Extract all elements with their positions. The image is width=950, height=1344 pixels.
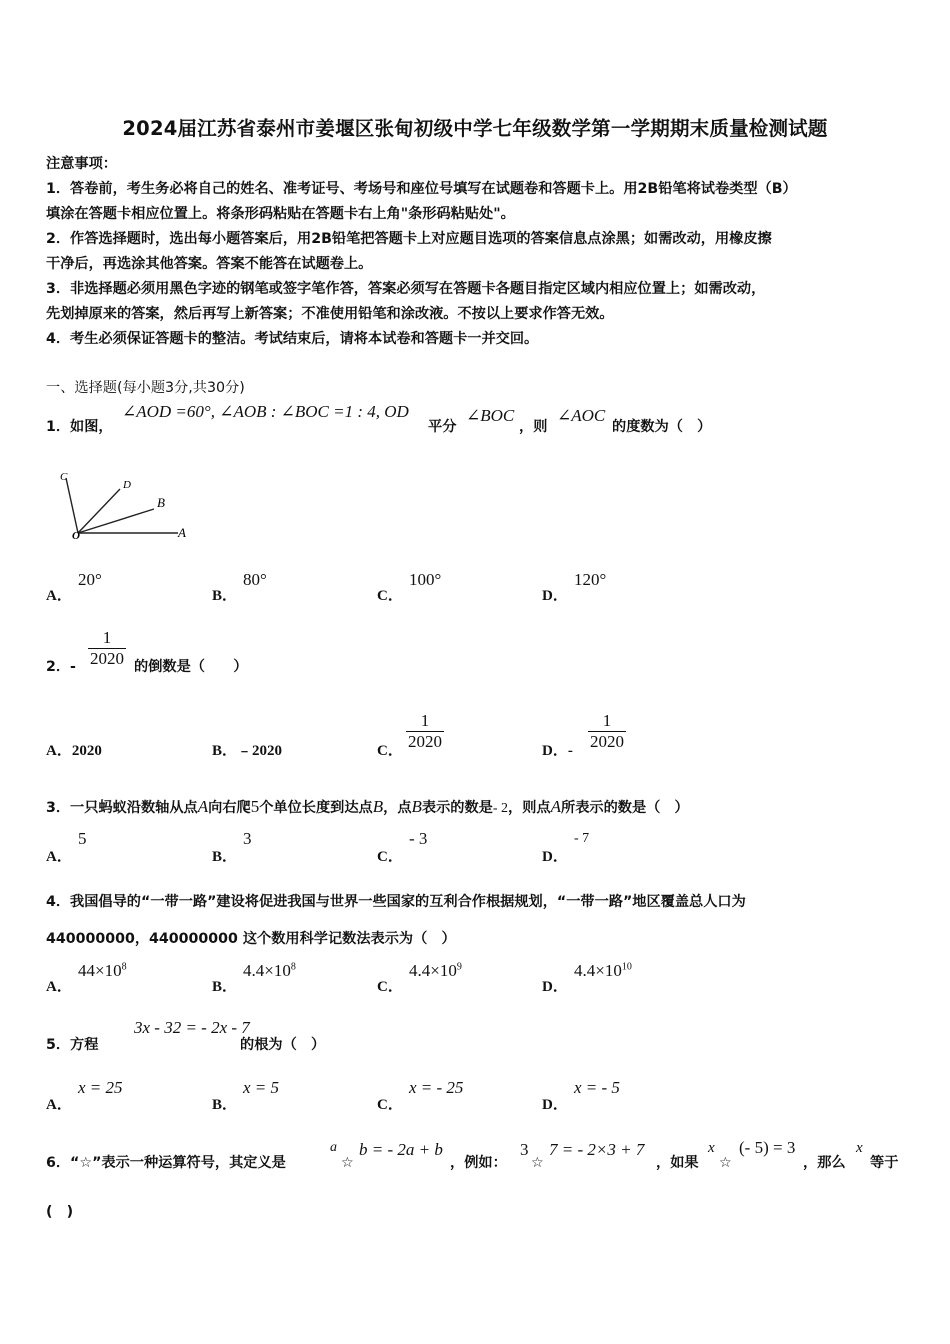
q5-option-b[interactable]: B． xyxy=(212,1097,238,1113)
q6-var-a: a xyxy=(330,1140,337,1155)
q1-angle-aoc: ∠AOC xyxy=(557,406,606,425)
q5-equation: 3x - 32 = - 2x - 7 xyxy=(134,1018,250,1037)
q4-line: 440000000，440000000 这个数用科学记数法表示为（ ） xyxy=(46,931,456,947)
q2-option-c-fraction: $\frac{1}{2020}$ xyxy=(408,711,442,751)
q6-answer-paren: ( ) xyxy=(46,1204,74,1220)
q3-option-c[interactable]: C． xyxy=(377,849,403,865)
notice-line: 1．答卷前，考生务必将自己的姓名、准考证号、考场号和座位号填写在试题卷和答题卡上。用2B铅笔将试卷类型（B） xyxy=(46,181,797,197)
q6-condition: (- 5) = 3 xyxy=(739,1138,796,1157)
q2-option-b[interactable]: B．﹣2020 xyxy=(212,743,283,759)
q1-number: 1．如图， xyxy=(46,419,113,435)
notice-line: 2．作答选择题时，选出每小题答案后，用2B铅笔把答题卡上对应题目选项的答案信息点涂黑；如需改动，用橡皮擦 xyxy=(46,231,772,247)
q1-text: ，则 xyxy=(519,419,548,435)
q2-option-d-fraction: $\frac{1}{2020}$ xyxy=(590,711,624,751)
q3-option-a-value: 5 xyxy=(78,829,87,848)
label-d: D xyxy=(123,479,131,491)
q6-example: 7 = - 2×3 + 7 xyxy=(549,1140,645,1159)
q5-option-a[interactable]: A． xyxy=(46,1097,72,1113)
q2-option-c[interactable]: C． xyxy=(377,743,403,759)
q2-fraction: $\frac{1}{2020}$ xyxy=(90,628,124,668)
q5-option-c-value: x = - 25 xyxy=(409,1078,464,1097)
q3-option-d[interactable]: D． xyxy=(542,849,568,865)
q4-option-b-value: $4.4\times 10^8$ xyxy=(243,961,296,980)
q4-option-d[interactable]: D． xyxy=(542,979,568,995)
q1-text: 的度数为（ ） xyxy=(612,419,712,435)
q3-stem: 3．一只蚂蚁沿数轴从点A向右爬5个单位长度到达点B，点B表示的数是- 2，则点A所表示的数是（ ） xyxy=(46,797,689,816)
q4-option-b[interactable]: B． xyxy=(212,979,238,995)
label-o: O xyxy=(72,530,80,542)
page-title: 2024届江苏省泰州市姜堰区张甸初级中学七年级数学第一学期期末质量检测试题 xyxy=(122,117,828,140)
q1-option-c[interactable]: C． xyxy=(377,588,403,604)
notice-heading: 注意事项： xyxy=(46,156,117,172)
star-icon: ☆ xyxy=(719,1155,732,1171)
notice-line: 填涂在答题卡相应位置上。将条形码粘贴在答题卡右上角"条形码粘贴处"。 xyxy=(46,206,515,222)
q1-option-b[interactable]: B． xyxy=(212,588,238,604)
q6-text: 6．“☆”表示一种运算符号，其定义是 xyxy=(46,1155,286,1171)
q6-example-3: 3 xyxy=(520,1140,529,1159)
notice-line: 3．非选择题必须用黑色字迹的钢笔或签字笔作答，答案必须写在答题卡各题目指定区域内相应位置上；如需改动， xyxy=(46,281,766,297)
q4-option-c[interactable]: C． xyxy=(377,979,403,995)
q2-option-a[interactable]: A．2020 xyxy=(46,743,102,759)
notice-line: 干净后，再选涂其他答案。答案不能答在试题卷上。 xyxy=(46,256,373,272)
q4-option-a-value: $44\times 10^8$ xyxy=(78,961,127,980)
q6-text: 等于 xyxy=(870,1155,899,1171)
q5-option-d-value: x = - 5 xyxy=(574,1078,620,1097)
q2-option-d[interactable]: D．- xyxy=(542,743,573,759)
q4-option-a[interactable]: A． xyxy=(46,979,72,995)
q3-option-c-value: - 3 xyxy=(409,829,428,848)
q2-number: 2．- xyxy=(46,659,76,675)
q6-var-x: x xyxy=(856,1140,863,1156)
q6-definition: b = - 2a + b xyxy=(359,1140,443,1159)
q6-var-x: x xyxy=(708,1140,715,1156)
section-heading: 一、选择题(每小题3分,共30分) xyxy=(46,380,245,396)
angle-figure xyxy=(50,462,200,546)
q3-option-b[interactable]: B． xyxy=(212,849,238,865)
q5-number: 5．方程 xyxy=(46,1037,99,1053)
q6-text: ，例如： xyxy=(450,1155,507,1171)
star-icon: ☆ xyxy=(341,1155,354,1171)
q3-option-a[interactable]: A． xyxy=(46,849,72,865)
label-c: C xyxy=(60,471,68,483)
q1-option-a[interactable]: A． xyxy=(46,588,72,604)
q5-text: 的根为（ ） xyxy=(240,1037,326,1053)
q4-line: 4．我国倡导的“一带一路”建设将促进我国与世界一些国家的互利合作根据规划，“一带一路”地区覆盖总人口为 xyxy=(46,894,746,910)
q2-text: 的倒数是（ ） xyxy=(134,659,248,675)
q1-option-d-value: 120° xyxy=(574,570,607,589)
q4-option-c-value: $4.4\times 10^9$ xyxy=(409,961,462,980)
q1-option-a-value: 20° xyxy=(78,570,102,589)
notice-line: 4．考生必须保证答题卡的整洁。考试结束后，请将本试卷和答题卡一并交回。 xyxy=(46,331,539,347)
q6-text: ，如果 xyxy=(656,1155,699,1171)
q4-option-d-value: $4.4\times 10^{10}$ xyxy=(574,961,632,980)
q5-option-d[interactable]: D． xyxy=(542,1097,568,1113)
q5-option-c[interactable]: C． xyxy=(377,1097,403,1113)
q1-condition: ∠AOD =60°, ∠AOB : ∠BOC =1 : 4, OD xyxy=(122,402,409,421)
q1-option-d[interactable]: D． xyxy=(542,588,568,604)
q5-option-b-value: x = 5 xyxy=(243,1078,280,1097)
q1-text: 平分 xyxy=(428,419,457,435)
q5-option-a-value: x = 25 xyxy=(78,1078,123,1097)
q1-option-b-value: 80° xyxy=(243,570,267,589)
q1-option-c-value: 100° xyxy=(409,570,442,589)
label-a: A xyxy=(178,525,186,540)
q3-option-b-value: 3 xyxy=(243,829,252,848)
q1-angle-boc: ∠BOC xyxy=(466,406,515,425)
star-icon: ☆ xyxy=(531,1155,544,1171)
q6-text: ，那么 xyxy=(803,1155,846,1171)
q3-option-d-value: - 7 xyxy=(574,831,590,846)
label-b: B xyxy=(157,495,165,510)
notice-line: 先划掉原来的答案，然后再写上新答案；不准使用铅笔和涂改液。不按以上要求作答无效。 xyxy=(46,306,614,322)
